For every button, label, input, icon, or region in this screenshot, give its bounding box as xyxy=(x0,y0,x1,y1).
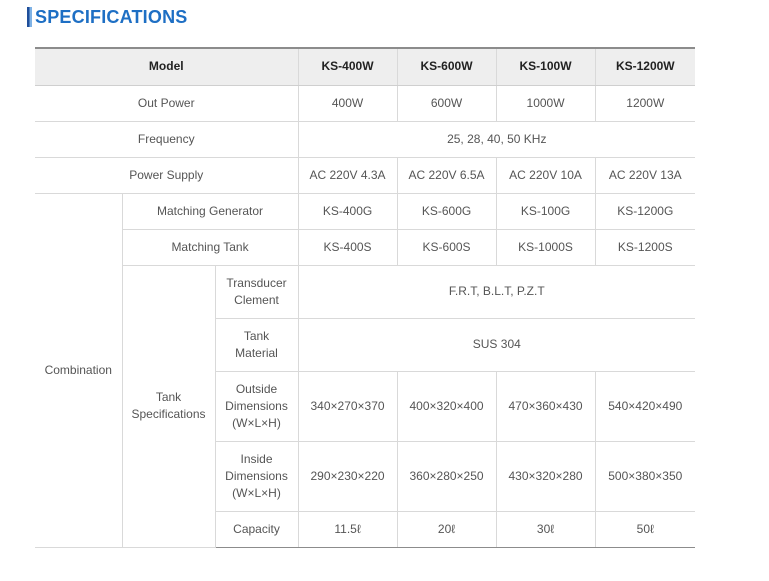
tank-material-value: SUS 304 xyxy=(298,318,695,371)
capacity-value: 30ℓ xyxy=(496,511,595,547)
out-power-value: 400W xyxy=(298,85,397,121)
out-power-value: 1000W xyxy=(496,85,595,121)
matching-tank-value: KS-1200S xyxy=(595,229,695,265)
matching-tank-value: KS-600S xyxy=(397,229,496,265)
out-power-value: 600W xyxy=(397,85,496,121)
power-supply-value: AC 220V 4.3A xyxy=(298,157,397,193)
row-label-outside-dimensions: Outside Dimensions (W×L×H) xyxy=(215,371,298,441)
row-label-tank-material: Tank Material xyxy=(215,318,298,371)
power-supply-value: AC 220V 10A xyxy=(496,157,595,193)
row-label-capacity: Capacity xyxy=(215,511,298,547)
row-label-frequency: Frequency xyxy=(35,121,298,157)
inside-dimensions-value: 360×280×250 xyxy=(397,441,496,511)
row-label-matching-generator: Matching Generator xyxy=(122,193,298,229)
outside-dimensions-value: 470×360×430 xyxy=(496,371,595,441)
row-label-out-power: Out Power xyxy=(35,85,298,121)
out-power-row xyxy=(35,85,695,121)
row-label-inside-dimensions: Inside Dimensions (W×L×H) xyxy=(215,441,298,511)
header-row xyxy=(35,48,695,85)
matching-generator-row xyxy=(35,193,695,229)
frequency-row xyxy=(35,121,695,157)
matching-tank-value: KS-400S xyxy=(298,229,397,265)
model-name: KS-600W xyxy=(397,48,496,85)
model-name: KS-400W xyxy=(298,48,397,85)
model-name: KS-1200W xyxy=(595,48,695,85)
frequency-value: 25, 28, 40, 50 KHz xyxy=(298,121,695,157)
transducer-row xyxy=(35,265,695,318)
inside-dimensions-value: 290×230×220 xyxy=(298,441,397,511)
row-label-matching-tank: Matching Tank xyxy=(122,229,298,265)
matching-tank-row xyxy=(35,229,695,265)
outside-dimensions-value: 400×320×400 xyxy=(397,371,496,441)
matching-generator-value: KS-1200G xyxy=(595,193,695,229)
inside-dimensions-value: 430×320×280 xyxy=(496,441,595,511)
model-header: Model xyxy=(35,48,298,85)
out-power-value: 1200W xyxy=(595,85,695,121)
matching-tank-value: KS-1000S xyxy=(496,229,595,265)
outside-dimensions-value: 340×270×370 xyxy=(298,371,397,441)
power-supply-value: AC 220V 13A xyxy=(595,157,695,193)
row-label-transducer: Transducer Clement xyxy=(215,265,298,318)
capacity-value: 20ℓ xyxy=(397,511,496,547)
capacity-value: 50ℓ xyxy=(595,511,695,547)
capacity-value: 11.5ℓ xyxy=(298,511,397,547)
row-label-combination: Combination xyxy=(35,193,122,547)
specifications-table xyxy=(35,47,695,548)
transducer-value: F.R.T, B.L.T, P.Z.T xyxy=(298,265,695,318)
model-name: KS-100W xyxy=(496,48,595,85)
heading-accent-bar xyxy=(27,7,32,27)
row-label-tank-specifications: Tank Specifications xyxy=(122,265,215,547)
matching-generator-value: KS-600G xyxy=(397,193,496,229)
matching-generator-value: KS-400G xyxy=(298,193,397,229)
section-heading xyxy=(27,6,187,28)
outside-dimensions-value: 540×420×490 xyxy=(595,371,695,441)
inside-dimensions-value: 500×380×350 xyxy=(595,441,695,511)
section-title: SPECIFICATIONS xyxy=(35,6,188,27)
power-supply-value: AC 220V 6.5A xyxy=(397,157,496,193)
power-supply-row xyxy=(35,157,695,193)
row-label-power-supply: Power Supply xyxy=(35,157,298,193)
matching-generator-value: KS-100G xyxy=(496,193,595,229)
